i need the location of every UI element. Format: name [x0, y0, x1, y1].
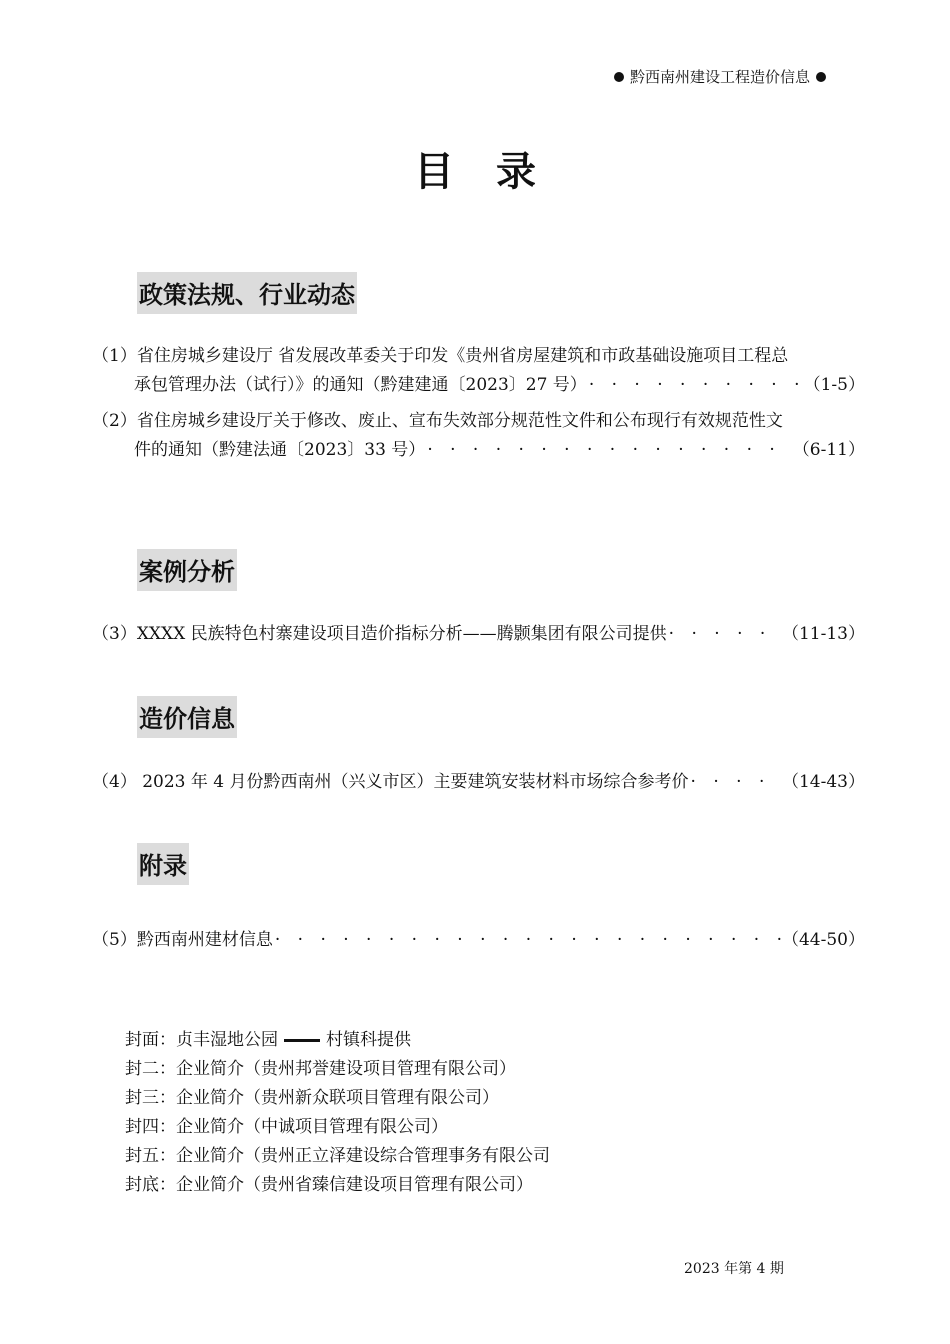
toc-page-range: （14-43）	[781, 772, 865, 792]
credit-label: 封四：	[125, 1117, 176, 1137]
section-title-policy: 政策法规、行业动态	[137, 272, 357, 314]
section-title-cost-info: 造价信息	[137, 696, 237, 738]
credit-row	[125, 1113, 550, 1142]
toc-page-range: （6-11）	[792, 440, 865, 460]
credit-text: 村镇科提供	[326, 1030, 411, 1050]
page-title: 目录	[414, 149, 578, 195]
credit-label: 封面：	[125, 1030, 176, 1050]
credit-text: 贞丰湿地公园	[176, 1030, 278, 1050]
dot-leader	[587, 371, 804, 400]
toc-entry-2[interactable]	[92, 407, 865, 465]
dot-leader	[689, 768, 782, 797]
section-title-case-analysis: 案例分析	[137, 549, 237, 591]
bullet-dot-icon	[816, 72, 826, 82]
toc-entry-text: （5）黔西南州建材信息	[92, 930, 273, 950]
em-dash-rule	[284, 1039, 320, 1042]
toc-entry-text: （3）XXXX 民族特色村寨建设项目造价指标分析——腾颢集团有限公司提供	[92, 624, 667, 644]
credit-label: 封二：	[125, 1059, 176, 1079]
toc-entry-text: 件的通知（黔建法通〔2023〕33 号）	[134, 440, 426, 460]
credit-text: 企业简介（中诚项目管理有限公司）	[176, 1117, 448, 1137]
toc-entry-text: 承包管理办法（试行）》的通知（黔建建通〔2023〕27 号）	[134, 375, 587, 395]
toc-page-range: （44-50）	[781, 930, 865, 950]
credit-text: 企业简介（贵州邦誉建设项目管理有限公司）	[176, 1059, 516, 1079]
section-title-appendix: 附录	[137, 843, 189, 885]
toc-page-range: （11-13）	[781, 624, 865, 644]
toc-page-range: （1-5）	[803, 375, 865, 395]
credit-row	[125, 1084, 550, 1113]
credit-label: 封五：	[125, 1146, 176, 1166]
toc-entry-3[interactable]	[92, 620, 865, 649]
toc-entry-text: （1）省住房城乡建设厅 省发展改革委关于印发《贵州省房屋建筑和市政基础设施项目工程总	[92, 346, 789, 366]
toc-entry-text: （2）省住房城乡建设厅关于修改、废止、宣布失效部分规范性文件和公布现行有效规范性文	[92, 411, 783, 431]
credit-label: 封底：	[125, 1175, 176, 1195]
dot-leader	[667, 620, 782, 649]
cover-credits	[125, 1026, 550, 1200]
credit-label: 封三：	[125, 1088, 176, 1108]
dot-leader	[273, 926, 782, 955]
credit-text: 企业简介（贵州省臻信建设项目管理有限公司）	[176, 1175, 533, 1195]
toc-entry-1[interactable]	[92, 342, 865, 400]
credit-row	[125, 1142, 550, 1171]
bullet-dot-icon	[614, 72, 624, 82]
toc-entry-text: （4） 2023 年 4 月份黔西南州（兴义市区）主要建筑安装材料市场综合参考价	[92, 772, 689, 792]
issue-footer: 2023 年第 4 期	[684, 1261, 784, 1277]
credit-text: 企业简介（贵州正立泽建设综合管理事务有限公司	[176, 1146, 550, 1166]
credit-row	[125, 1055, 550, 1084]
credit-row	[125, 1171, 550, 1200]
running-header	[614, 66, 826, 87]
toc-entry-5[interactable]	[92, 926, 865, 955]
credit-row	[125, 1026, 550, 1055]
toc-entry-4[interactable]	[92, 768, 865, 797]
credit-text: 企业简介（贵州新众联项目管理有限公司）	[176, 1088, 499, 1108]
dot-leader	[425, 436, 792, 465]
header-text: 黔西南州建设工程造价信息	[629, 68, 810, 86]
